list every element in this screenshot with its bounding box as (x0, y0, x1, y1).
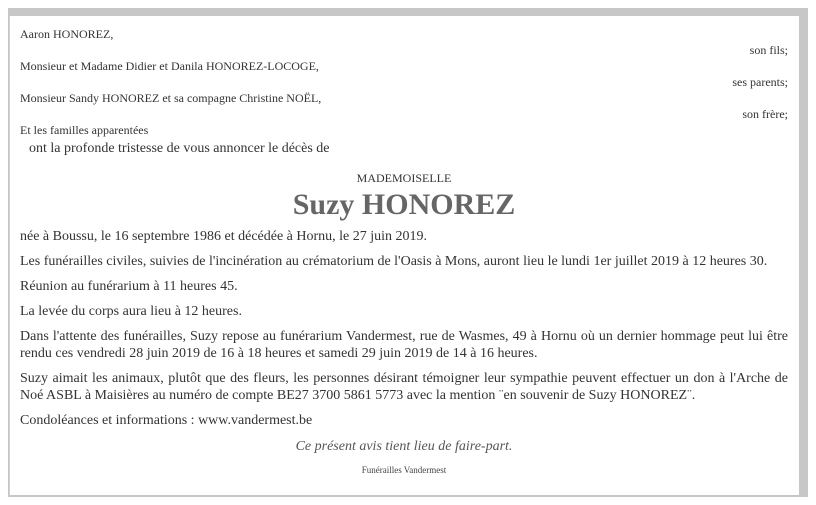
announcement-text: ont la profonde tristesse de vous annoncer le décès de (29, 141, 330, 156)
paragraph-funeral: Les funérailles civiles, suivies de l'incinération au crématorium de l'Oasis à Mons, auront lieu le lundi 1er juillet 2019 à 12 heures 30. (20, 254, 768, 269)
family-line-3: Monsieur Sandy HONOREZ et sa compagne Christine NOËL, (20, 91, 322, 105)
deceased-name: Suzy HONOREZ (292, 188, 516, 221)
family-line-2: Monsieur et Madame Didier et Danila HONOREZ-LOCOGE, (20, 59, 319, 73)
details-section (20, 228, 788, 429)
family-line-1: Aaron HONOREZ, (20, 27, 114, 41)
family-role-3: son frère; (742, 107, 788, 121)
death-notice (9, 16, 799, 495)
family-role-2: ses parents; (732, 75, 788, 89)
family-line-4: Et les familles apparentées (20, 123, 149, 137)
family-section (20, 26, 788, 138)
funeral-home-footer: Funérailles Vandermest (361, 465, 447, 475)
faire-part-notice: Ce présent avis tient lieu de faire-part. (295, 439, 513, 454)
paragraph-viewing: Dans l'attente des funérailles, Suzy repose au funérarium Vandermest, rue de Wasmes, 49 à Hornu où un dernier hommage peut lui être rendu ces vendredi 28 juin 2019 de 16 à 18 heures et samedi 29 juin 2019 de 14 à 16 heures. (20, 329, 788, 361)
paragraph-condolences: Condoléances et informations : www.vandermest.be (20, 413, 313, 428)
paragraph-lifting: La levée du corps aura lieu à 12 heures. (20, 304, 242, 319)
paragraph-meeting: Réunion au funérarium à 11 heures 45. (20, 279, 238, 294)
deceased-title: MADEMOISELLE (356, 171, 452, 185)
paragraph-donation: Suzy aimait les animaux, plutôt que des fleurs, les personnes désirant témoigner leur sympathie peuvent effectuer un don à l'Arche de Noé ASBL à Maisières au numéro de compte BE27 3700 5861 5773 avec la mention ¨en souvenir de Suzy HONOREZ¨. (20, 371, 788, 403)
notice-content (20, 26, 788, 475)
family-role-1: son fils; (749, 43, 788, 57)
paragraph-birth: née à Boussu, le 16 septembre 1986 et décédée à Hornu, le 27 juin 2019. (20, 229, 428, 244)
